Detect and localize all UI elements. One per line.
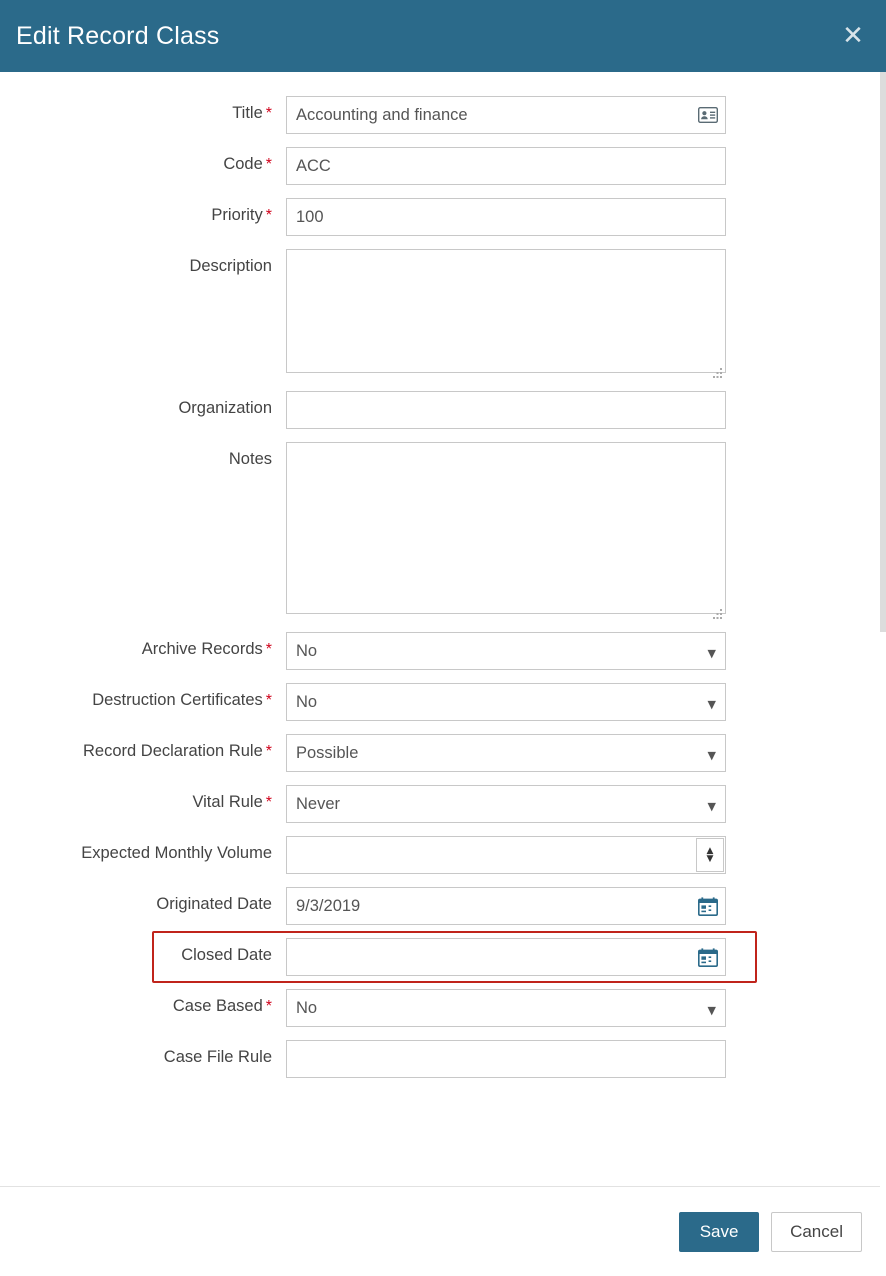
label-code-text: Code [223,155,263,173]
field-title-wrap [286,96,726,134]
record-declaration-rule-select[interactable] [286,734,726,772]
label-priority [0,198,286,225]
field-closed-date-wrap [286,938,726,976]
spinner-icon[interactable] [696,838,724,872]
row-expected-monthly-volume [0,836,886,874]
label-record-declaration-rule [0,734,286,761]
expected-monthly-volume-input[interactable] [286,836,726,874]
row-title [0,96,886,134]
label-title-text: Title [232,104,263,122]
description-textarea[interactable] [286,249,726,373]
archive-records-select[interactable] [286,632,726,670]
row-priority [0,198,886,236]
label-priority-text: Priority [211,206,263,224]
label-expected-monthly-volume [0,836,286,863]
dialog-body [0,72,886,1186]
required-marker: * [265,692,272,709]
label-originated-date-text: Originated Date [156,895,272,913]
chevron-down-icon: ▼ [707,749,716,762]
field-record-declaration-rule-wrap [286,734,726,772]
field-code-wrap [286,147,726,185]
scrollbar[interactable] [880,72,886,1276]
destruction-certificates-select[interactable] [286,683,726,721]
required-marker: * [265,156,272,173]
label-expected-monthly-volume-text: Expected Monthly Volume [81,844,272,862]
field-notes-wrap [286,442,726,619]
row-description [0,249,886,378]
scrollbar-thumb[interactable] [880,72,886,632]
label-destruction-certificates-text: Destruction Certificates [92,691,263,709]
required-marker: * [265,641,272,658]
spinner-up-icon[interactable]: ▲ [706,846,714,856]
chevron-down-icon: ▼ [707,800,716,813]
row-destruction-certificates [0,683,886,721]
code-input[interactable] [286,147,726,185]
row-code [0,147,886,185]
originated-date-input[interactable] [286,887,726,925]
field-case-file-rule-wrap [286,1040,726,1078]
closed-date-input[interactable] [286,938,726,976]
chevron-down-icon: ▼ [707,1004,716,1017]
case-based-select[interactable] [286,989,726,1027]
label-case-based [0,989,286,1016]
row-case-based [0,989,886,1027]
field-expected-monthly-volume-wrap [286,836,726,874]
label-organization-text: Organization [178,399,272,417]
label-notes-text: Notes [228,450,272,468]
field-destruction-certificates-wrap [286,683,726,721]
field-description-wrap [286,249,726,378]
save-button[interactable]: Save [679,1212,759,1252]
row-originated-date [0,887,886,925]
calendar-icon[interactable] [691,939,725,975]
required-marker: * [265,794,272,811]
field-priority-wrap [286,198,726,236]
row-case-file-rule [0,1040,886,1078]
contact-card-icon[interactable] [691,97,725,133]
label-record-declaration-rule-text: Record Declaration Rule [83,742,263,760]
calendar-icon[interactable] [691,888,725,924]
organization-input[interactable] [286,391,726,429]
label-vital-rule [0,785,286,812]
label-description-text: Description [189,257,272,275]
priority-input[interactable] [286,198,726,236]
label-destruction-certificates [0,683,286,710]
chevron-down-icon: ▼ [707,647,716,660]
required-marker: * [265,998,272,1015]
row-organization [0,391,886,429]
row-record-declaration-rule [0,734,886,772]
cancel-button[interactable]: Cancel [771,1212,862,1252]
label-notes [0,442,286,469]
title-input[interactable] [286,96,726,134]
case-file-rule-input[interactable] [286,1040,726,1078]
row-archive-records [0,632,886,670]
row-vital-rule [0,785,886,823]
row-closed-date [0,938,886,976]
label-title [0,96,286,123]
field-archive-records-wrap [286,632,726,670]
field-organization-wrap [286,391,726,429]
label-organization [0,391,286,418]
label-archive-records [0,632,286,659]
label-closed-date-text: Closed Date [181,946,272,964]
dialog-header [0,0,886,72]
label-description [0,249,286,276]
notes-textarea[interactable] [286,442,726,614]
vital-rule-select[interactable] [286,785,726,823]
dialog-title: Edit Record Class [16,21,220,50]
required-marker: * [265,207,272,224]
label-case-file-rule-text: Case File Rule [163,1048,272,1066]
label-code [0,147,286,174]
label-case-file-rule [0,1040,286,1067]
close-icon[interactable]: ✕ [842,21,864,51]
required-marker: * [265,743,272,760]
field-originated-date-wrap [286,887,726,925]
label-closed-date [0,938,286,965]
label-vital-rule-text: Vital Rule [192,793,263,811]
required-marker: * [265,105,272,122]
label-case-based-text: Case Based [172,997,263,1015]
field-vital-rule-wrap [286,785,726,823]
field-case-based-wrap [286,989,726,1027]
row-notes [0,442,886,619]
label-archive-records-text: Archive Records [141,640,263,658]
chevron-down-icon: ▼ [707,698,716,711]
dialog-footer [0,1186,886,1276]
label-originated-date [0,887,286,914]
spinner-down-icon[interactable]: ▼ [706,854,714,864]
